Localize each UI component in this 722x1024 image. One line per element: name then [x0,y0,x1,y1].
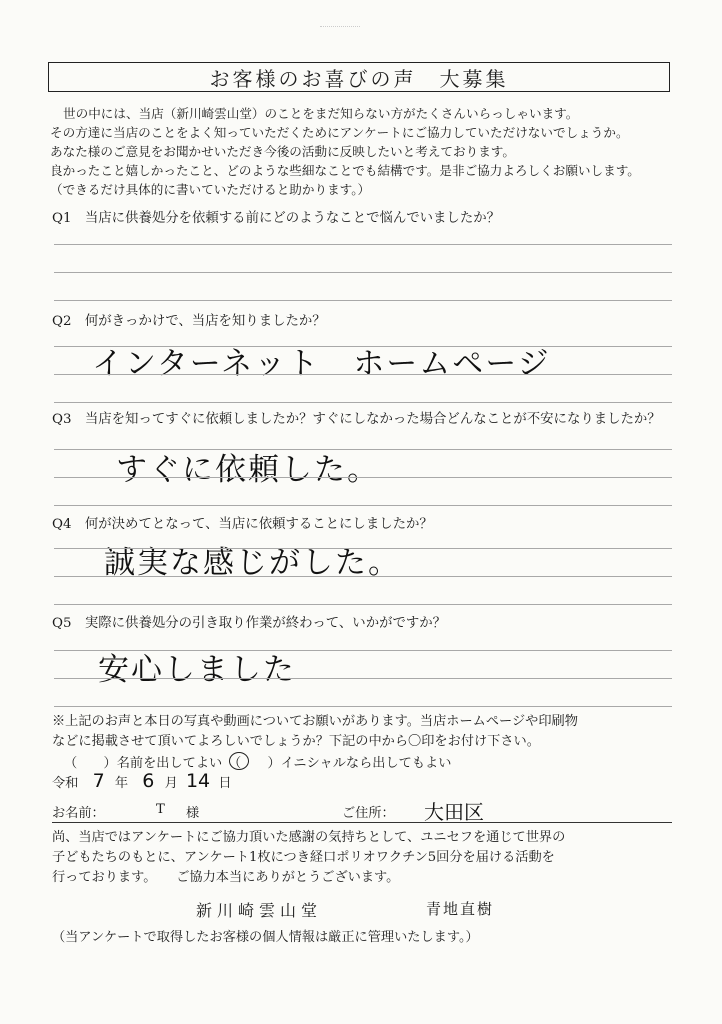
question-3: Q3 当店を知ってすぐに依頼しましたか？すぐにしなかった場合どんなことが不安になりましたか？ [52,412,661,427]
intro-text [50,104,690,199]
question-2: Q2 何がきっかけで、当店を知りましたか？ [52,314,326,329]
question-5: Q5 実際に供養処分の引き取り作業が終わって、いかがですか？ [52,616,447,631]
answer-line [54,505,672,506]
notice-line: ※上記のお声と本日の写真や動画についてお願いがあります。当店ホームページや印刷物 [52,714,578,729]
date-era: 令和 [52,776,79,791]
answer-line [54,548,672,549]
intro-line: 世の中には、当店（新川崎雲山堂）のことをまだ知らない方がたくさんいらっしゃいます。 [63,106,579,121]
address-label: ご住所： [342,806,395,821]
publication-notice [52,712,578,752]
answer-4: 誠実な感じがした。 [104,545,401,581]
answer-5: 安心しました [98,652,296,688]
answer-line [54,678,672,679]
privacy-note: （当アンケートで取得したお客様の個人情報は厳正に管理いたします。） [52,930,479,945]
date-year-unit: 年 [114,776,129,791]
intro-line: あなた様のご意見をお聞かせいただき今後の活動に反映したいと考えております。 [50,144,515,159]
answer-line [54,650,672,651]
name-label: お名前： [52,806,105,821]
answer-line [54,402,672,403]
answer-line [54,576,672,577]
answer-line [54,300,672,301]
shop-name: 新川崎雲山堂 [196,901,323,920]
circle-mark-icon [229,752,249,770]
answer-line [54,604,672,605]
answer-line [54,477,672,478]
owner-name: 青地直樹 [426,900,495,918]
intro-line: その方達に当店のことをよく知っていただくためにアンケートにご協力していただけないでしょうか。 [50,125,629,140]
date-month-unit: 月 [164,776,178,791]
answer-line [54,374,672,375]
name-underline [52,822,672,823]
footer-line: 行っております。 ご協力本当にありがとうございます。 [52,870,400,885]
question-4: Q4 何が決めてとなって、当店に依頼することにしましたか？ [52,517,433,532]
date-day-unit: 日 [218,776,232,791]
customer-info [52,800,672,822]
address-value: 大田区 [424,800,484,824]
page-title [48,62,670,92]
intro-line: 良かったこと嬉しかったこと、どのような些細なことでも結構です。是非ご協力よろしくお願いします。 [50,163,640,178]
footer-line: 尚、当店ではアンケートにご協力頂いた感謝の気持ちとして、ユニセフを通じて世界の [52,830,566,845]
notice-line: などに掲載させて頂いてよろしいでしょうか？下記の中から〇印をお付け下さい。 [52,734,540,749]
intro-line: （できるだけ具体的に書いていただけると助かります。） [50,182,371,197]
survey-date [52,770,232,792]
footer-line: 子どもたちのもとに、アンケート1枚につき経口ポリオワクチン5回分を届ける活動を [52,850,555,865]
consent-choices [64,752,452,771]
answer-line [54,449,672,450]
date-day: 14 [185,770,211,792]
answer-2: インターネット ホームページ [92,346,551,382]
name-honorific: 様 [186,806,200,821]
answer-line [54,706,672,707]
answer-line [54,244,672,245]
date-month: 6 [142,770,155,792]
name-value: T [156,802,165,817]
answer-3: すぐに依頼した。 [116,452,380,488]
choice-initial-ok[interactable]: （ ）イニシャルなら出してもよい [228,756,452,771]
answer-line [54,272,672,273]
answer-line [54,346,672,347]
choice-name-ok[interactable]: （ ）名前を出してよい [64,756,223,771]
scan-mark [320,26,360,35]
question-1: Q1 当店に供養処分を依頼する前にどのようなことで悩んでいましたか？ [52,211,500,226]
unicef-notice [52,828,565,888]
page-title-text: お客様のお喜びの声 大募集 [209,66,509,91]
date-year: 7 [92,770,105,792]
